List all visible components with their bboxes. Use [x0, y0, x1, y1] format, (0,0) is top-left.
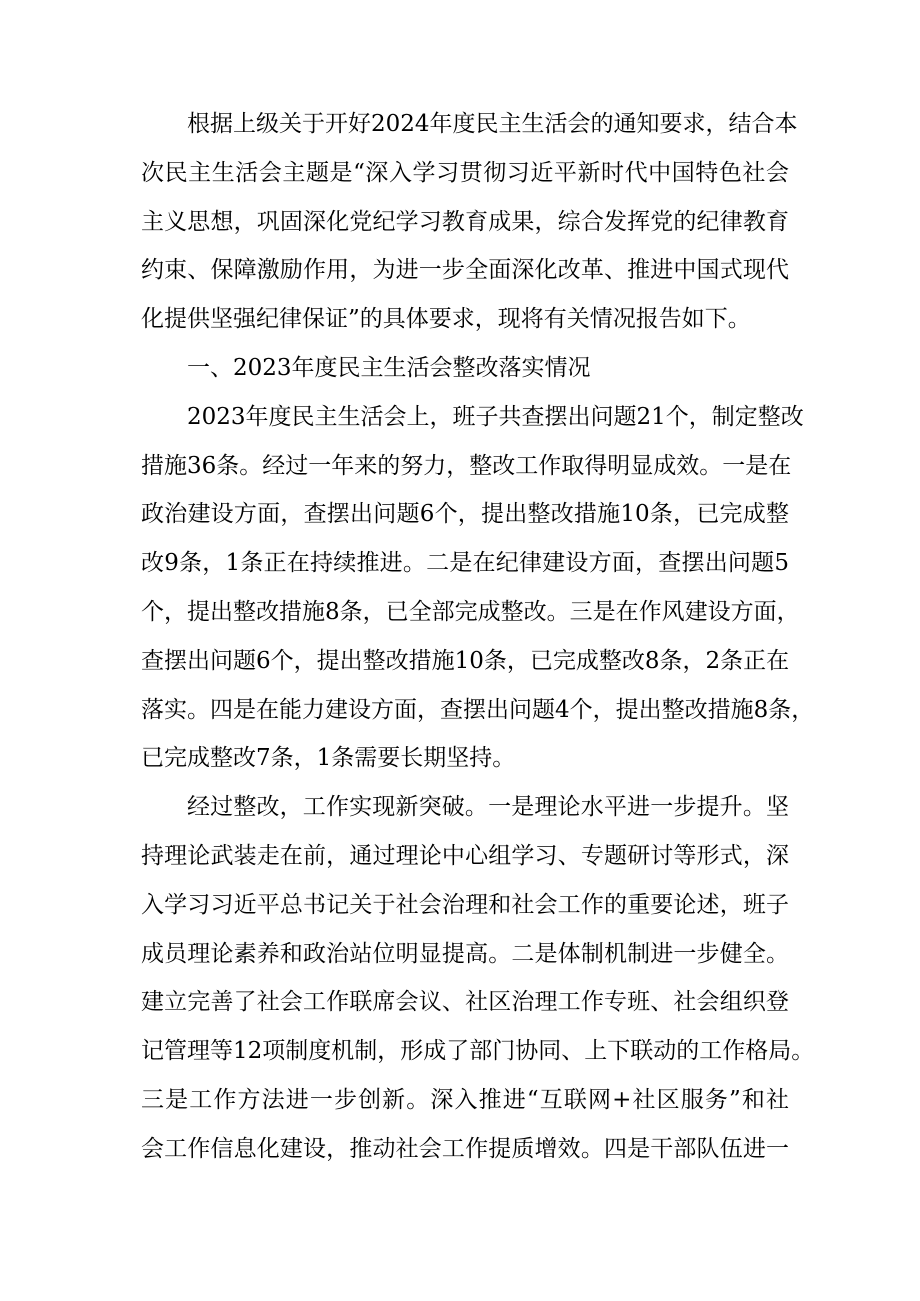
text-line: 个，提出整改措施8条，已全部完成整改。三是在作风建设方面，	[141, 598, 800, 625]
text-line: 查摆出问题6个，提出整改措施10条，已完成整改8条，2条正在	[141, 647, 790, 674]
text-line: 2023年度民主生活会上，班子共查摆出问题21个，制定整改	[187, 403, 804, 430]
text-line: 已完成整改7条，1条需要长期坚持。	[141, 745, 516, 772]
paragraph-breakthrough	[141, 783, 815, 1173]
text-line: 化提供坚强纪律保证”的具体要求，现将有关情况报告如下。	[141, 306, 751, 333]
paragraph-intro	[141, 100, 798, 344]
text-line: 政治建设方面，查摆出问题6个，提出整改措施10条，已完成整	[141, 501, 789, 528]
text-line: 持理论武装走在前，通过理论中心组学习、专题研讨等形式，深	[141, 842, 789, 869]
text-line: 约束、保障激励作用，为进一步全面深化改革、推进中国式现代	[141, 257, 789, 284]
section-heading	[141, 344, 789, 393]
text-line: 入学习习近平总书记关于社会治理和社会工作的重要论述，班子	[141, 891, 789, 918]
text-line: 次民主生活会主题是“深入学习贯彻习近平新时代中国特色社会	[141, 159, 789, 186]
text-line: 落实。四是在能力建设方面，查摆出问题4个，提出整改措施8条，	[141, 696, 815, 723]
text-line: 改9条，1条正在持续推进。二是在纪律建设方面，查摆出问题5	[141, 550, 789, 577]
document-body	[141, 100, 815, 1174]
text-line: 记管理等12项制度机制，形成了部门协同、上下联动的工作格局。	[141, 1038, 815, 1065]
text-line: 会工作信息化建设，推动社会工作提质增效。四是干部队伍进一	[141, 1135, 789, 1162]
text-line: 主义思想，巩固深化党纪学习教育成果，综合发挥党的纪律教育	[141, 208, 789, 235]
text-line: 经过整改，工作实现新突破。一是理论水平进一步提升。坚	[187, 794, 789, 821]
section-heading-text: 一、2023年度民主生活会整改落实情况	[187, 354, 591, 381]
text-line: 成员理论素养和政治站位明显提高。二是体制机制进一步健全。	[141, 940, 789, 967]
text-line: 根据上级关于开好2024年度民主生活会的通知要求，结合本	[187, 111, 798, 137]
text-line: 措施36条。经过一年来的努力，整改工作取得明显成效。一是在	[141, 452, 792, 479]
text-line: 三是工作方法进一步创新。深入推进“互联网+社区服务”和社	[141, 1086, 789, 1113]
paragraph-rectification	[141, 393, 815, 783]
text-line: 建立完善了社会工作联席会议、社区治理工作专班、社会组织登	[141, 989, 789, 1016]
